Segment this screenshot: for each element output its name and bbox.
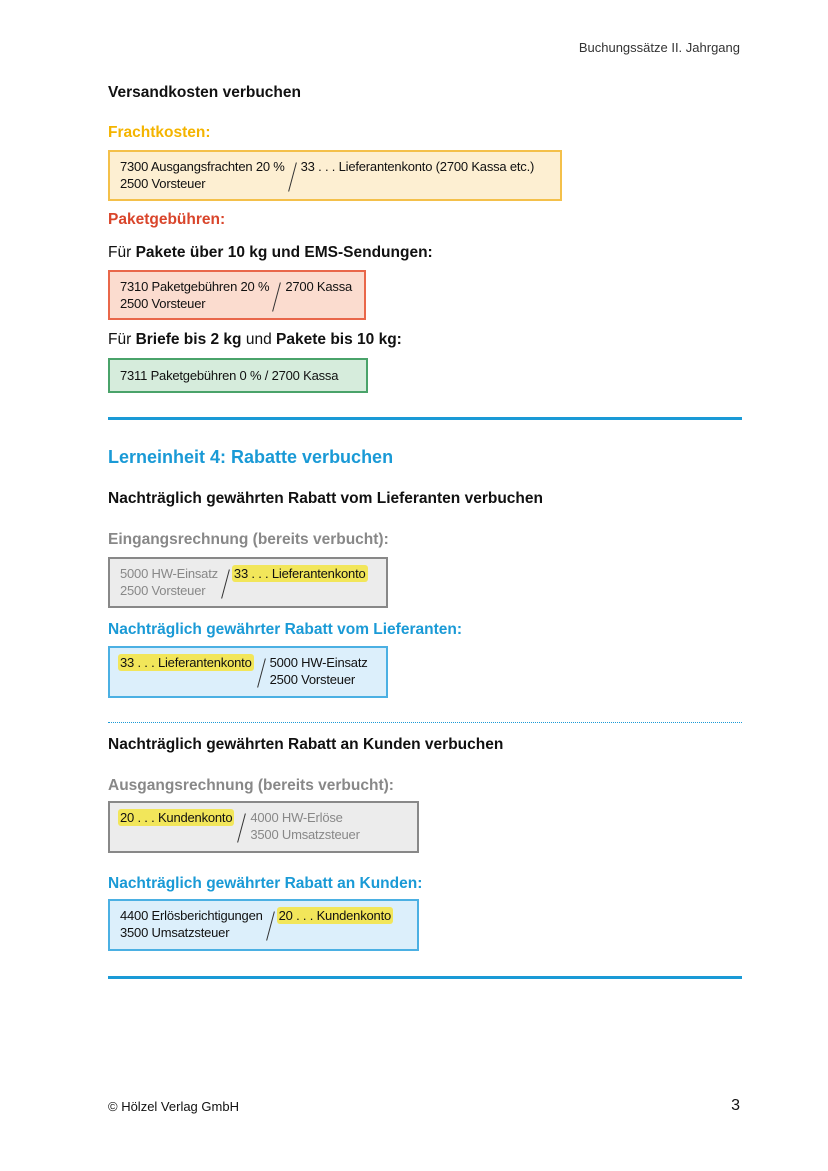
text-bold: Pakete über 10 kg und EMS-Sendungen: — [135, 244, 433, 261]
credit-line: 2500 Vorsteuer — [269, 672, 355, 687]
text: und — [245, 331, 272, 348]
rabatt-kunden-label: Nachträglich gewährter Rabatt an Kunden: — [108, 875, 423, 892]
frachtkosten-label: Frachtkosten: — [108, 124, 211, 141]
paket-booking-20 — [108, 270, 366, 320]
credit-line: 5000 HW-Einsatz — [269, 655, 368, 670]
frachtkosten-booking — [108, 150, 562, 201]
paketgebuehren-label: Paketgebühren: — [108, 211, 226, 228]
debit-line: 3500 Umsatzsteuer — [120, 925, 230, 940]
credit-line-highlighted: 33 . . . Lieferantenkonto — [233, 566, 366, 581]
text-bold: Briefe bis 2 kg — [135, 331, 242, 348]
section-title: Versandkosten verbuchen — [108, 84, 301, 101]
rabatt-lieferant-booking — [108, 646, 388, 698]
credit-line-highlighted: 20 . . . Kundenkonto — [278, 908, 392, 923]
debit-line: 7310 Paketgebühren 20 % — [120, 279, 270, 294]
slash-divider — [269, 278, 285, 312]
credit-line: 3500 Umsatzsteuer — [250, 827, 360, 842]
debit-line: 2500 Vorsteuer — [120, 583, 206, 598]
booking-line: 7311 Paketgebühren 0 % / 2700 Kassa — [120, 368, 339, 383]
debit-line-highlighted: 33 . . . Lieferantenkonto — [120, 655, 252, 670]
debit-line: 4400 Erlösberichtigungen — [120, 908, 263, 923]
rabatt-lieferant-label: Nachträglich gewährter Rabatt vom Lieferanten: — [108, 621, 462, 638]
eingangsrechnung-label: Eingangsrechnung (bereits verbucht): — [108, 531, 389, 548]
credit-line: 4000 HW-Erlöse — [250, 810, 343, 825]
paket-condition-1 — [108, 244, 433, 262]
ausgangsrechnung-label: Ausgangsrechnung (bereits verbucht): — [108, 777, 394, 794]
credit-line: 33 . . . Lieferantenkonto (2700 Kassa etc.) — [300, 159, 535, 174]
slash-divider — [285, 158, 301, 193]
copyright: © Hölzel Verlag GmbH — [108, 1099, 239, 1114]
slash-divider — [254, 654, 270, 690]
slash-divider — [263, 907, 279, 943]
credit-line: 2700 Kassa — [285, 279, 353, 294]
debit-line: 7300 Ausgangsfrachten 20 % — [120, 159, 285, 174]
lerneinheit-title: Lerneinheit 4: Rabatte verbuchen — [108, 447, 394, 467]
paket-condition-2 — [108, 331, 402, 349]
dotted-divider — [108, 722, 742, 723]
debit-line: 2500 Vorsteuer — [120, 176, 206, 191]
eingangsrechnung-booking — [108, 557, 388, 608]
section-divider — [108, 417, 742, 420]
page-number: 3 — [731, 1097, 740, 1114]
subsection-title: Nachträglich gewährten Rabatt an Kunden verbuchen — [108, 736, 504, 753]
slash-divider — [218, 565, 234, 600]
paket-booking-0 — [108, 358, 368, 393]
subsection-title: Nachträglich gewährten Rabatt vom Lieferanten verbuchen — [108, 490, 543, 507]
section-divider — [108, 976, 742, 979]
ausgangsrechnung-booking — [108, 801, 419, 853]
text-bold: Pakete bis 10 kg: — [276, 331, 402, 348]
slash-divider — [234, 809, 250, 845]
rabatt-kunden-booking — [108, 899, 419, 951]
text: Für — [108, 331, 132, 348]
debit-line-highlighted: 20 . . . Kundenkonto — [120, 810, 233, 825]
running-header: Buchungssätze II. Jahrgang — [578, 40, 740, 55]
debit-line: 2500 Vorsteuer — [120, 296, 206, 311]
text: Für — [108, 244, 132, 261]
debit-line: 5000 HW-Einsatz — [120, 566, 218, 581]
